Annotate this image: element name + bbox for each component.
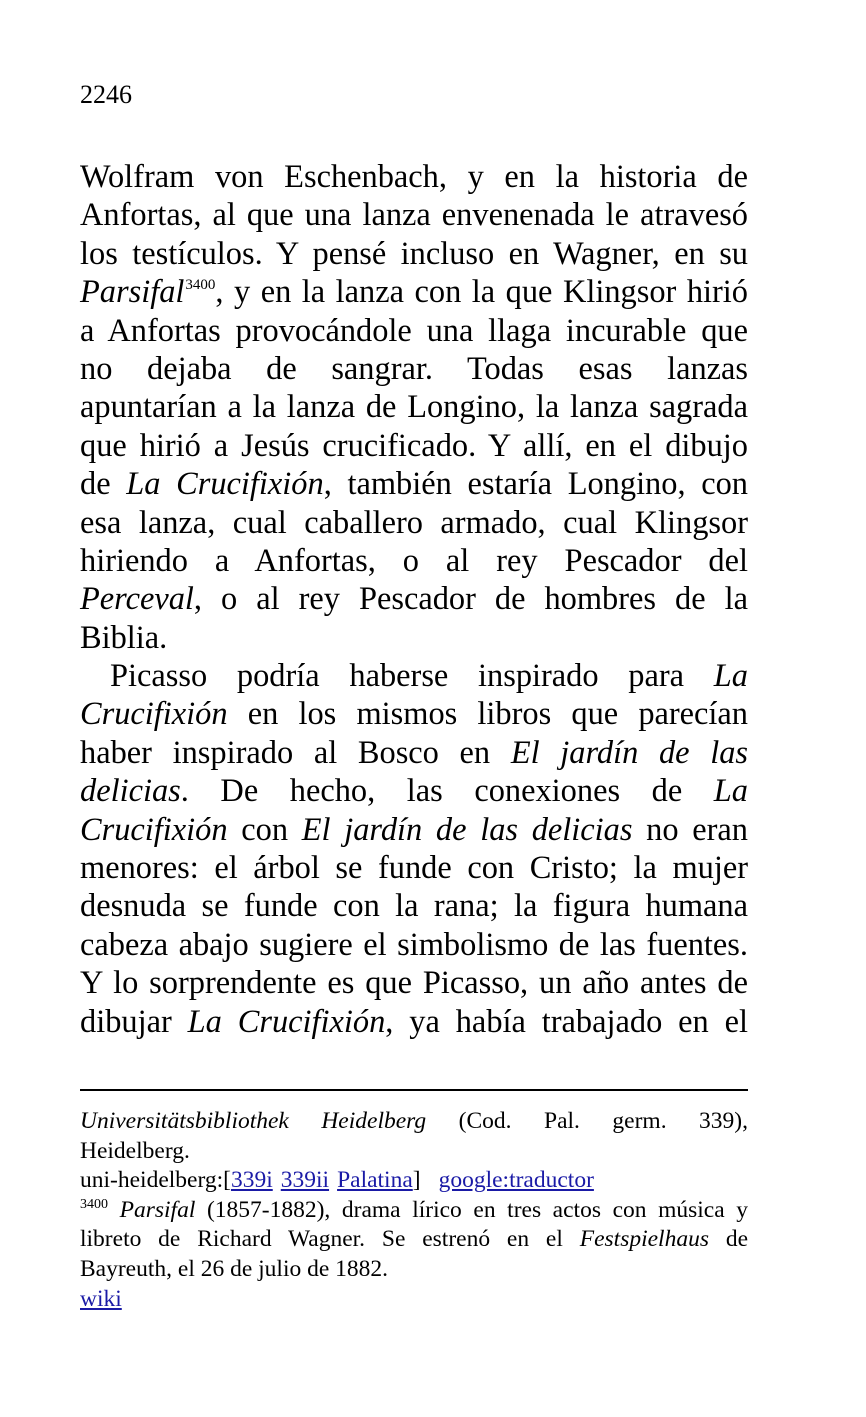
footnote-title: Festspielhaus	[579, 1226, 709, 1253]
text-line	[80, 465, 748, 503]
text-line	[80, 695, 748, 733]
text-span: en los mismos libros que parecían	[227, 696, 748, 733]
footnote-divider	[80, 1089, 748, 1091]
text-line	[80, 734, 748, 772]
text-line: apuntarían a la lanza de Longino, la lanza sagrada	[80, 389, 748, 426]
link-339i[interactable]: 339i	[230, 1167, 273, 1194]
text-line: Wolfram von Eschenbach, y en la historia de	[80, 159, 748, 195]
text-span: . De hecho, las conexiones de	[180, 773, 714, 810]
link-339ii[interactable]: 339ii	[280, 1167, 330, 1194]
text-line	[80, 772, 748, 810]
text-line: a Anfortas provocándole una llaga incurable que	[80, 312, 748, 349]
text-line: hiriendo a Anfortas, o al rey Pescador del	[80, 542, 748, 579]
page-number: 2246	[80, 80, 132, 109]
footnote-number: 3400	[80, 1196, 108, 1212]
footnote-line	[80, 1225, 748, 1255]
text-span: , o al rey Pescador de hombres de la	[193, 581, 748, 618]
source-line	[80, 1107, 748, 1137]
text-span: dibujar	[80, 1003, 188, 1040]
text-line: desnuda se funde con la rana; la figura humana	[80, 888, 748, 925]
text-span: con	[227, 811, 302, 848]
text-span: de	[80, 466, 127, 503]
footnote-line: Bayreuth, el 26 de julio de 1882.	[80, 1255, 389, 1282]
text-line: menores: el árbol se funde con Cristo; la mujer	[80, 850, 748, 887]
footnote-title: Parsifal	[119, 1196, 196, 1223]
italic-title: Crucifixión	[80, 696, 228, 733]
text-span: , y en la lanza con la que Klingsor hirió	[215, 274, 748, 311]
links-suffix: ]	[412, 1167, 421, 1194]
text-span: no eran	[632, 811, 748, 848]
text-span: , también estaría Longino, con	[323, 466, 748, 503]
italic-title: Perceval	[80, 581, 194, 618]
wiki-line	[80, 1285, 748, 1315]
link-palatina[interactable]: Palatina	[337, 1167, 413, 1194]
text-line: cabeza abajo sugiere el simbolismo de las fuentes.	[80, 926, 748, 963]
footnote-text: de	[708, 1226, 748, 1253]
text-line: que hirió a Jesús crucificado. Y allí, en el dibujo	[80, 427, 748, 464]
italic-title: delicias	[80, 773, 181, 810]
text-line: Biblia.	[80, 619, 168, 656]
footnote-line	[80, 1196, 748, 1226]
main-text	[80, 158, 748, 1041]
text-span: haber inspirado al Bosco en	[80, 734, 511, 771]
text-line	[80, 273, 748, 311]
text-line	[80, 580, 748, 618]
italic-title: El jardín de las delicias	[301, 811, 633, 848]
footnote-ref: 3400	[185, 277, 216, 294]
text-line	[80, 811, 748, 849]
source-city: Heidelberg.	[80, 1137, 190, 1164]
text-line: no dejaba de sangrar. Todas esas lanzas	[80, 350, 748, 387]
text-line: Y lo sorprendente es que Picasso, un año antes de	[80, 965, 748, 1002]
italic-title: La	[713, 773, 748, 810]
footnote-text: (1857-1882), drama lírico en tres actos con música y	[195, 1196, 749, 1223]
text-line	[80, 1003, 748, 1041]
text-line: los testículos. Y pensé incluso en Wagner, en su	[80, 235, 748, 272]
footnote-text: libreto de Richard Wagner. Se estrenó en el	[80, 1226, 580, 1253]
italic-title: Parsifal	[80, 274, 185, 311]
links-prefix: uni-heidelberg:[	[80, 1167, 231, 1194]
text-line: Anfortas, al que una lanza envenenada le atravesó	[80, 197, 748, 234]
links-line	[80, 1166, 748, 1196]
source-codex: (Cod. Pal. germ. 339),	[458, 1108, 748, 1134]
link-google-traductor[interactable]: google:traductor	[438, 1167, 594, 1194]
text-span: , ya había trabajado en el	[385, 1003, 748, 1040]
text-span: Picasso podría haberse inspirado para	[110, 658, 714, 695]
italic-title: La Crucifixión	[126, 466, 324, 503]
source-library: Universitätsbibliothek Heidelberg	[80, 1108, 427, 1134]
wiki-link[interactable]: wiki	[80, 1285, 122, 1312]
italic-title: La Crucifixión	[187, 1003, 386, 1040]
text-line	[80, 657, 748, 695]
italic-title: Crucifixión	[80, 811, 228, 848]
italic-title: La	[713, 658, 748, 695]
text-line: esa lanza, cual caballero armado, cual Klingsor	[80, 504, 748, 541]
footnotes	[80, 1107, 748, 1314]
italic-title: El jardín de las	[510, 734, 749, 771]
